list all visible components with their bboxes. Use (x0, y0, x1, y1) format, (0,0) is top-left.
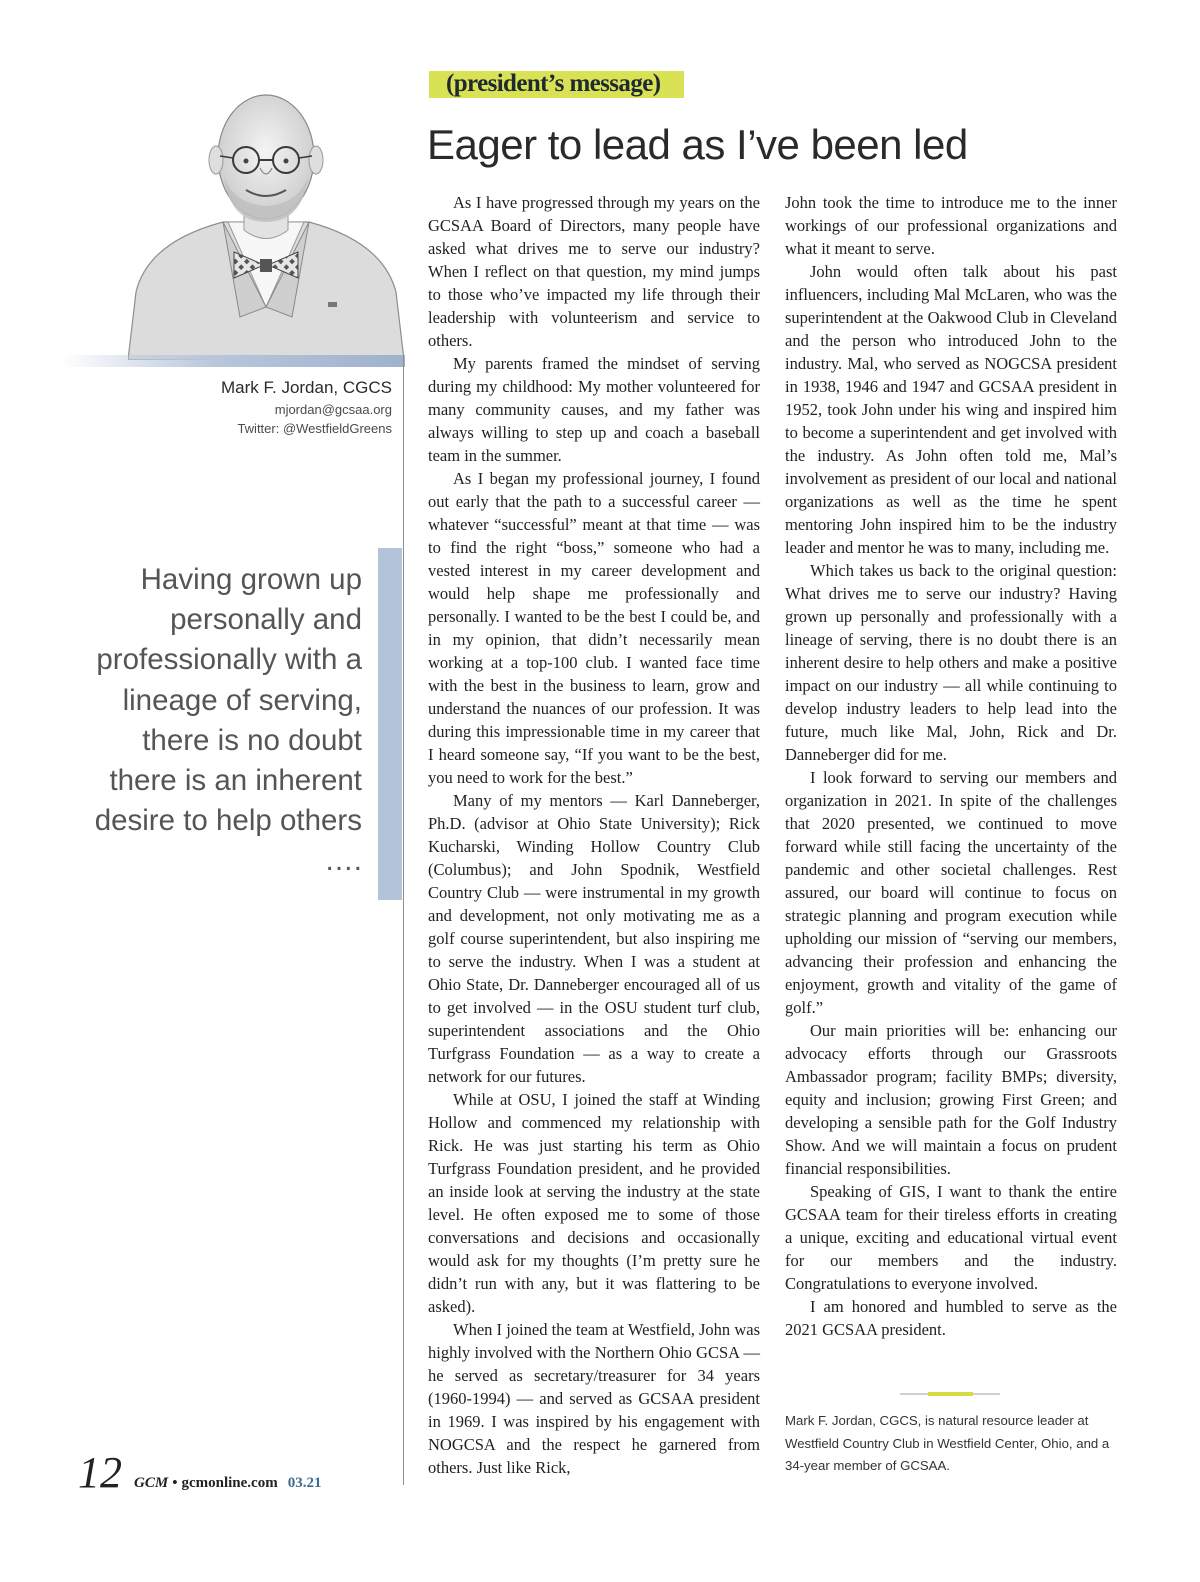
author-info (221, 376, 392, 438)
issue-date: 03.21 (287, 1475, 322, 1491)
paragraph: Which takes us back to the original question: What drives me to serve our industry? Having grown up personally and professionally with a lineage of serving, there is no doubt there is an inherent desire to help others and make a positive impact on our industry — all while continuing to develop industry leaders to help lead into the future, much like Mal, John, Rick and Dr. Danneberger did for me. (785, 561, 1117, 764)
publication-website[interactable]: gcmonline.com (181, 1475, 278, 1491)
column-rule (403, 355, 404, 1485)
article-column-2 (785, 191, 1117, 1341)
paragraph: I look forward to serving our members and organization in 2021. In spite of the challenges that 2020 presented, we continued to move forward while still facing the uncertainty of the pandemic and other societal challenges. Rest assured, our board will continue to focus on strategic planning and program execution while upholding our mission of “serving our members, advancing their profession and enhancing the enjoyment, growth and vitality of the game of golf.” (785, 768, 1117, 1017)
pull-quote-bar (378, 548, 402, 900)
paragraph: While at OSU, I joined the staff at Winding Hollow and commenced my relationship with Rick. He was just starting his term as Ohio Turfgrass Foundation president, and he provided an inside look at serving the industry at the state level. He often exposed me to some of those conversations and decisions and occasionally would ask for my thoughts (I’m pretty sure he didn’t run with any, but it was flattering to be asked). (428, 1090, 760, 1316)
pull-quote: Having grown up personally and professionally with a lineage of serving, there is no doubt there is an inherent desire to help others …. (94, 563, 362, 878)
publication-name: GCM (134, 1475, 169, 1491)
paragraph: My parents framed the mindset of serving during my childhood: My mother volunteered for many community causes, and my father was always willing to step up and coach a baseball team in the summer. (428, 354, 760, 465)
section-tag (429, 71, 684, 98)
author-email[interactable]: mjordan@gcsaa.org (274, 402, 392, 417)
paragraph: Our main priorities will be: enhancing our advocacy efforts through our Grassroots Ambassador program; facility BMPs; diversity, equity and inclusion; growing First Green; and developing a sensible path for the Golf Industry Show. And we will maintain a focus on prudent financial responsibilities. (785, 1021, 1117, 1178)
paragraph: As I have progressed through my years on the GCSAA Board of Directors, many people have asked what drives me to serve our industry? When I reflect on that question, my mind jumps to those who’ve impacted my life through their leadership with volunteerism and service to others. (428, 193, 760, 350)
paragraph: John would often talk about his past influencers, including Mal McLaren, who was the superintendent at the Oakwood Club in Cleveland and the person who introduced John to the industry. Mal, who served as NOGCSA president in 1938, 1946 and 1947 and GCSAA president in 1952, took John under his wing and inspired him to become a superintendent and get involved with the industry. As John often told me, Mal’s involvement as president of our local and national organizations as well as the time he spent mentoring John inspired him to be the industry leader and mentor he was to many, including me. (785, 262, 1117, 557)
author-portrait (128, 72, 404, 360)
author-name: Mark F. Jordan, CGCS (221, 378, 392, 397)
page-number: 12 (78, 1448, 122, 1497)
footer-separator: • (172, 1475, 178, 1491)
headline: Eager to lead as I’ve been led (427, 121, 968, 168)
author-bio: Mark F. Jordan, CGCS, is natural resource leader at Westfield Country Club in Westfield Center, Ohio, and a 34-year member of GCSAA. (785, 1413, 1110, 1473)
end-mark-accent (928, 1392, 973, 1396)
author-divider-bar (60, 355, 405, 367)
page-footer (78, 1447, 321, 1498)
paragraph-continued: John took the time to introduce me to the inner workings of our professional organizations and what it meant to serve. (785, 193, 1117, 258)
paragraph: When I joined the team at Westfield, John was highly involved with the Northern Ohio GCSA — he served as secretary/treasurer for 34 years (1960-1994) — and served as GCSAA president in 1969. I was inspired by his engagement with NOGCSA and the respect he garnered from others. Just like Rick, (428, 1320, 760, 1477)
article-column-1 (428, 191, 760, 1479)
section-tag-label: (president’s message) (446, 70, 661, 97)
paragraph: Many of my mentors — Karl Danneberger, Ph.D. (advisor at Ohio State University); Rick Kucharski, Winding Hollow Country Club (Columbus); and John Spodnik, Westfield Country Club — were instrumental in my growth and development, not only motivating me as a golf course superintendent, but also inspiring me to serve the industry. When I was a student at Ohio State, Dr. Danneberger encouraged all of us to get involved — in the OSU student turf club, superintendent associations and the Ohio Turfgrass Foundation — as a way to create a network for our futures. (428, 791, 760, 1086)
paragraph: As I began my professional journey, I found out early that the path to a successful career — whatever “successful” meant at that time — was to find the right “boss,” someone who had a vested interest in my career development and would help shape me professionally and personally. I wanted to be the best I could be, and in my opinion, that didn’t necessarily mean working at a top-100 club. I wanted face time with the best in the business to learn, grow and understand the nuances of our profession. It was during this impressionable time in my career that I heard someone say, “If you want to be the best, you need to work for the best.” (428, 469, 760, 787)
paragraph: Speaking of GIS, I want to thank the entire GCSAA team for their tireless efforts in creating a unique, exciting and educational virtual event for our members and the industry. Congratulations to everyone involved. (785, 1182, 1117, 1293)
end-of-article-mark (900, 1393, 1000, 1395)
paragraph: I am honored and humbled to serve as the 2021 GCSAA president. (785, 1297, 1117, 1339)
author-twitter[interactable]: Twitter: @WestfieldGreens (237, 421, 392, 436)
